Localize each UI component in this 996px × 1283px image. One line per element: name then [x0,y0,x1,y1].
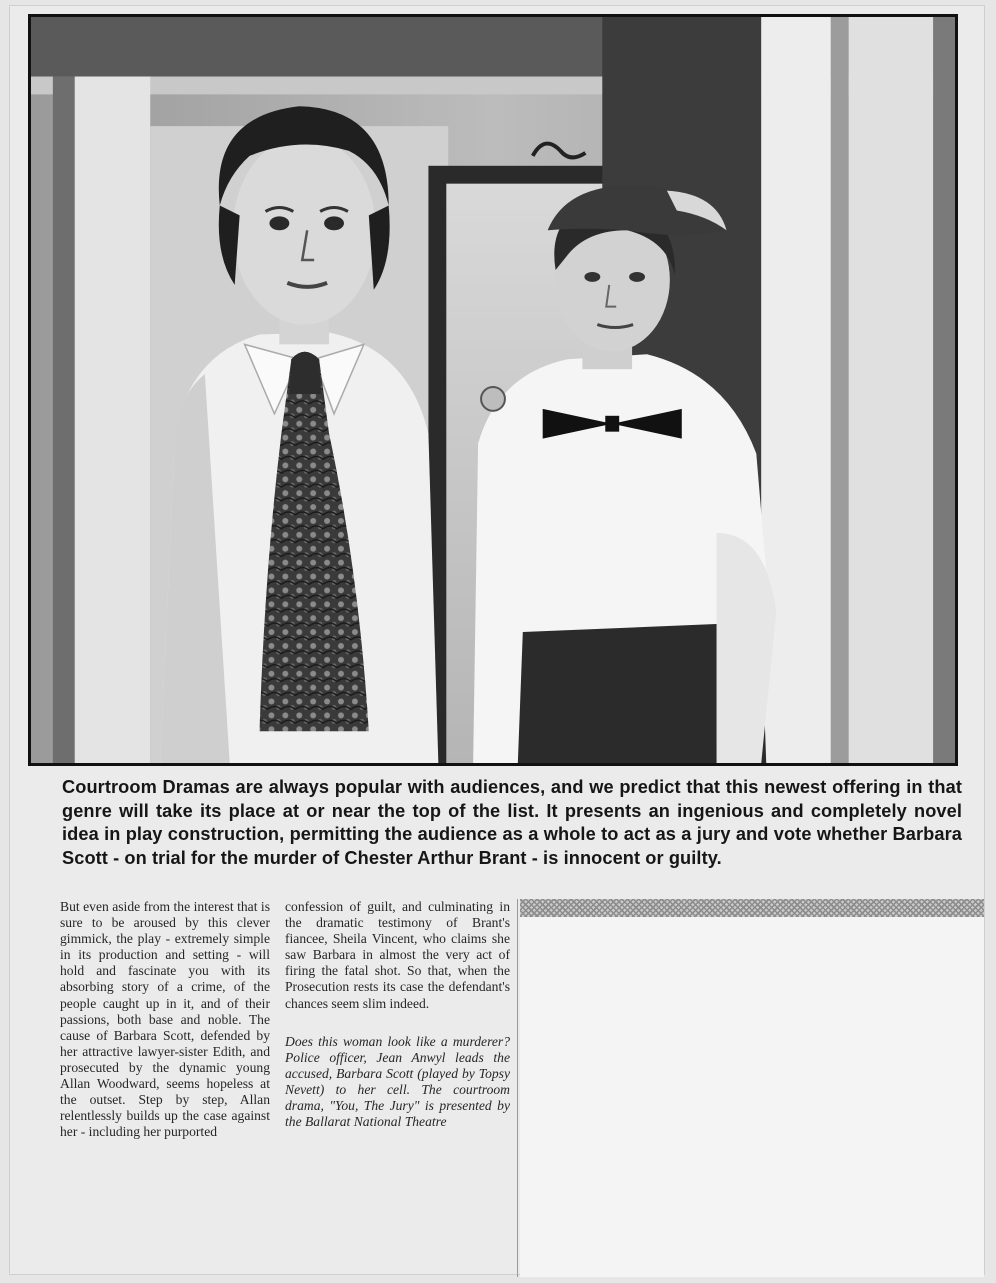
article-column-2 [285,899,510,1130]
newspaper-clipping [10,6,984,1274]
column-1-text: But even aside from the interest that is sure to be aroused by this clever gimmick, the play - extremely simple in its production and setting - will hold and fascinate you with its absorbing story of a crime, of the people caught up in it, and of their passions, both base and noble. The cause of Barbara Scott, defended by her attractive lawyer-sister Edith, and prosecuted by the dynamic young Allan Woodward, seems hopeless at the outset. Step by step, Allan relentlessly builds up the case against her - including her purported [60,899,270,1140]
article-column-1 [60,899,270,1140]
column-2-text: confession of guilt, and culminating in the dramatic testimony of Brant's fiancee, Sheila Vincent, who claims she saw Barbara in almost the very act of firing the fatal shot. So that, when the Prosecution rests its case the defendant's chances seem slim indeed. [285,899,510,1011]
halftone-rule [520,899,984,917]
blank-area [520,917,984,1277]
column-divider [517,899,518,1277]
article-lead: Courtroom Dramas are always popular with audiences, and we predict that this newest offering in that genre will take its place at or near the top of the list. It presents an ingenious and completely novel idea in play construction, permitting the audience as a whole to act as a jury and vote whether Barbara Scott - on trial for the murder of Chester Arthur Brant - is innocent or guilty. [62,777,962,868]
article-photo [28,14,958,766]
photo-illustration [31,17,955,763]
photo-caption: Does this woman look like a murderer? Police officer, Jean Anwyl leads the accused, Barbara Scott (played by Topsy Nevett) to her cell. The courtroom drama, "You, The Jury" is presented by the Ballarat National Theatre [285,1033,510,1130]
